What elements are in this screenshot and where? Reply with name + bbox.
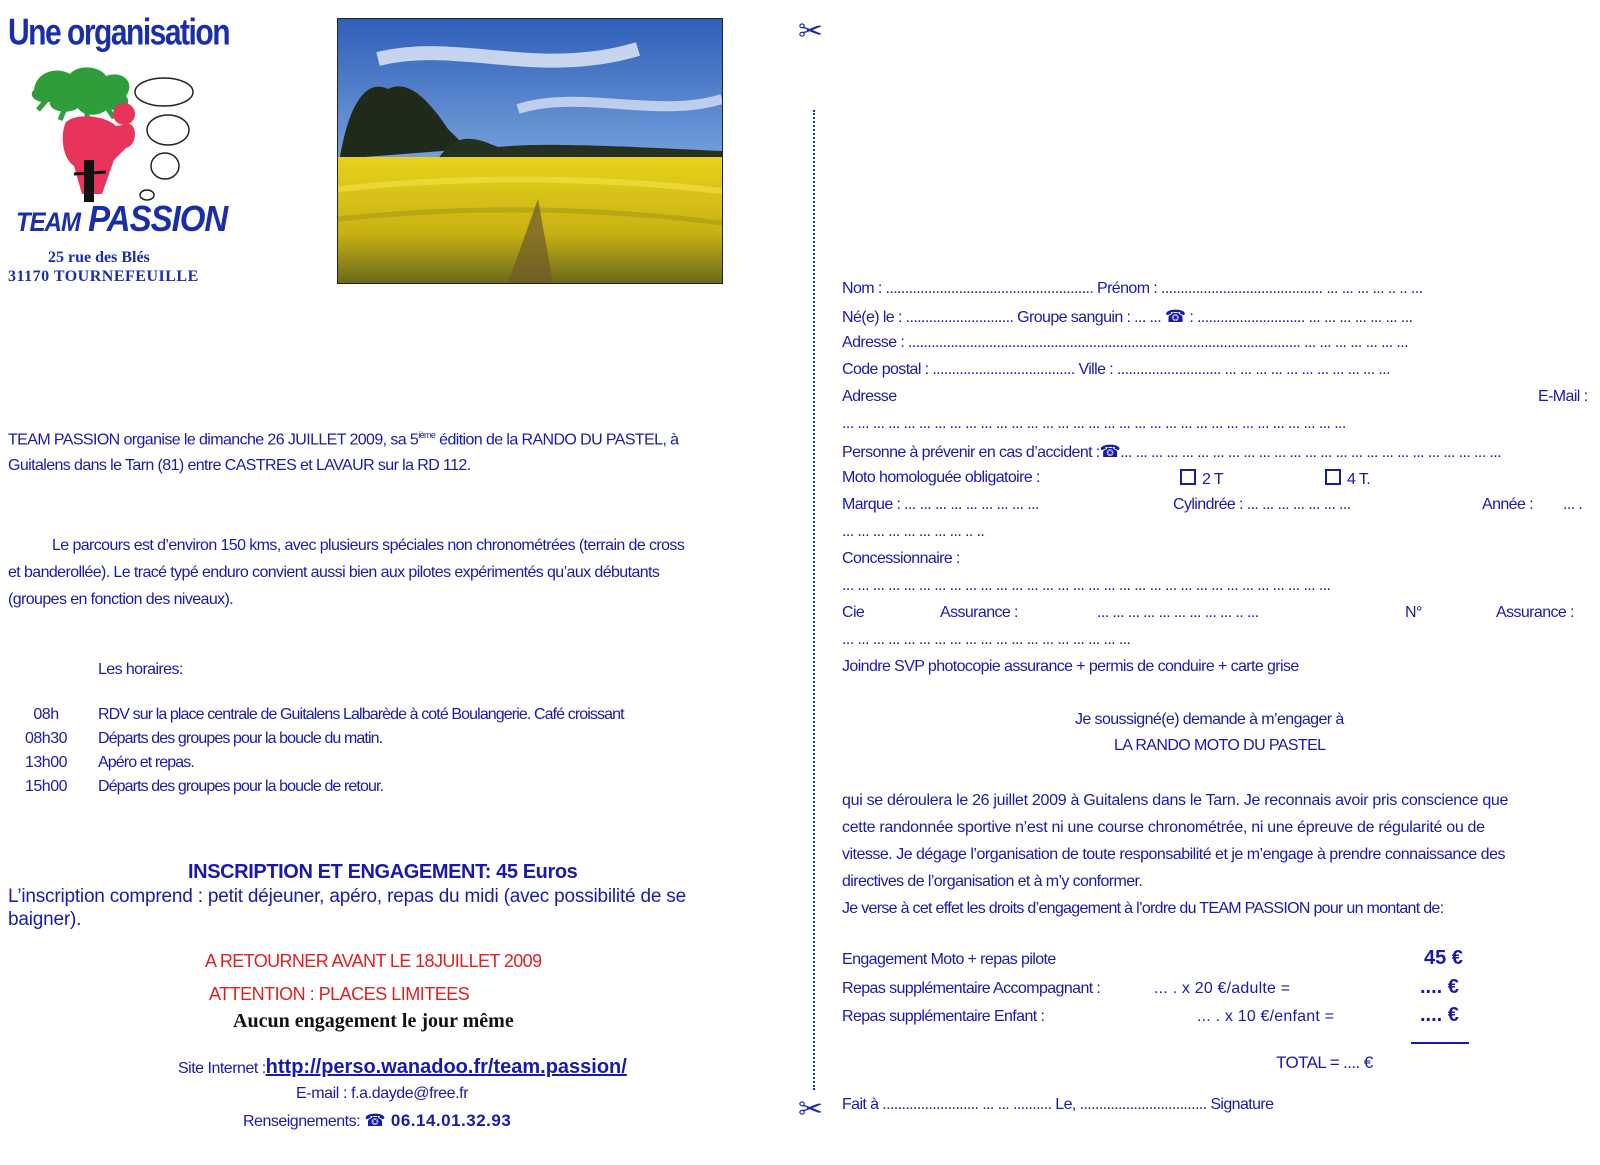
- schedule-time: 13h00: [25, 754, 67, 771]
- logo-title: Une organisation: [8, 12, 230, 54]
- schedule-time: 15h00: [25, 778, 67, 795]
- declaration-line-2: cette randonnée sportive n’est ni une course chronométrée, ni une épreuve de régularité ou de: [842, 819, 1485, 836]
- schedule-title: Les horaires:: [98, 661, 183, 678]
- schedule-text: Départs des groupes pour la boucle du matin.: [98, 730, 383, 747]
- form-birth-blood-phone-line[interactable]: [842, 307, 1412, 327]
- fee-companion-label: Repas supplémentaire Accompagnant :: [842, 980, 1101, 997]
- declaration-line-5: Je verse à cet effet les droits d’engagement à l’ordre du TEAM PASSION pour un montant de:: [842, 900, 1444, 917]
- form-email-label: E-Mail :: [1538, 388, 1588, 405]
- checkbox-2t[interactable]: [1180, 469, 1223, 489]
- total-line[interactable]: TOTAL = .... €: [1276, 1053, 1373, 1072]
- form-dealer-label: Concessionnaire :: [842, 550, 960, 567]
- inscription-includes-1: L’inscription comprend : petit déjeuner, apéro, repas du midi (avec possibilité de se: [8, 886, 686, 907]
- form-dealer-line[interactable]: ... ... ... ... ... ... ... ... ... ... ... ... ... ... ... ... ... ... ... ... ... ... ... ... ... ... ... ... ... ... ... ...: [842, 577, 1331, 594]
- form-postal-city-line[interactable]: Code postal : ..................................... Ville : ........................... ... ... ... ... ... ... ... ... ... ... ...: [842, 361, 1390, 378]
- fee-engagement-label: Engagement Moto + repas pilote: [842, 951, 1056, 968]
- intro-sup: ième: [418, 430, 436, 440]
- checkbox-square-icon: [1180, 469, 1196, 485]
- form-displacement-line[interactable]: Cylindrée : ... ... ... ... ... ... ...: [1173, 496, 1351, 513]
- website-label: Site Internet :: [178, 1060, 266, 1077]
- org-address-street: 25 rue des Blés: [48, 249, 150, 266]
- schedule-text: Départs des groupes pour la boucle de retour.: [98, 778, 384, 795]
- total-divider: [1411, 1042, 1469, 1044]
- parcours-line-1: Le parcours est d’environ 150 kms, avec plusieurs spéciales non chronométrées (terrain de cross: [52, 537, 685, 554]
- engagement-request-line-1: Je soussigné(e) demande à m’engager à: [1075, 711, 1344, 728]
- fee-child-label: Repas supplémentaire Enfant :: [842, 1008, 1045, 1025]
- fee-child-amount[interactable]: .... €: [1420, 1004, 1459, 1026]
- logo-team-word: TEAM: [16, 207, 80, 238]
- phone-icon: ☎: [1099, 442, 1121, 461]
- checkbox-square-icon: [1325, 469, 1341, 485]
- intro-line-2: Guitalens dans le Tarn (81) entre CASTRES et LAVAUR sur la RD 112.: [8, 457, 471, 474]
- intro-line-1: [8, 430, 678, 449]
- form-insurance-label-2: Assurance :: [1496, 604, 1574, 621]
- form-address-line[interactable]: Adresse : ...................................................................................................... ... ... ... ... ... ... ...: [842, 334, 1408, 351]
- phone-label: Renseignements:: [243, 1113, 361, 1130]
- form-emergency-label: Personne à prévenir en cas d’accident :: [842, 444, 1100, 461]
- logo-passion-word: PASSION: [88, 198, 228, 239]
- scissors-icon: ✂: [798, 1093, 824, 1126]
- intro-line-1-a: TEAM PASSION organise le dimanche 26 JUILLET 2009, sa 5: [8, 431, 419, 449]
- declaration-line-4: directives de l’organisation et à m’y conformer.: [842, 873, 1143, 890]
- parcours-line-2: et banderollée). Le tracé typé enduro convient aussi bien aux pilotes expérimentés qu’aux débutants: [8, 564, 660, 581]
- logo-team-passion: [16, 198, 227, 240]
- form-insurance-number-line[interactable]: ... ... ... ... ... ... ... ... ... ... ... ... ... ... ... ... ... ... ...: [842, 631, 1131, 648]
- form-insurance-company-label: Cie: [842, 604, 865, 621]
- fee-child-calc[interactable]: ... . x 10 €/enfant =: [1197, 1008, 1335, 1025]
- form-year-dots[interactable]: ... .: [1563, 496, 1583, 513]
- fee-companion-amount[interactable]: .... €: [1420, 976, 1459, 998]
- cut-line: [813, 110, 815, 1090]
- form-phone: : ............................ ... ... ... ... ... ... ...: [1185, 309, 1413, 326]
- form-insurance-dots[interactable]: ... ... ... ... ... ... ... ... ... .. ...: [1097, 604, 1259, 621]
- form-emergency-dots: ... ... ... ... ... ... ... ... ... ... ... ... ... ... ... ... ... ... ... ... ... ... ... ... ...: [1120, 444, 1501, 461]
- return-deadline: A RETOURNER AVANT LE 18JUILLET 2009: [205, 951, 542, 971]
- schedule-text: RDV sur la place centrale de Guitalens Lalbarède à coté Boulangerie. Café croissant: [98, 706, 624, 723]
- phone-icon: ☎: [364, 1111, 386, 1130]
- form-insurance-number-label: N°: [1405, 604, 1422, 621]
- schedule-time: 08h: [33, 706, 59, 723]
- team-passion-logo-graphic: [26, 62, 206, 212]
- engagement-request-line-2: LA RANDO MOTO DU PASTEL: [1114, 737, 1326, 754]
- inscription-includes-2: baigner).: [8, 909, 82, 930]
- declaration-line-1: qui se déroulera le 26 juillet 2009 à Guitalens dans le Tarn. Je reconnais avoir pris conscience que: [842, 792, 1509, 809]
- no-same-day-engagement: Aucun engagement le jour même: [233, 1010, 514, 1032]
- form-birth-blood: Né(e) le : ............................ Groupe sanguin : ... ...: [842, 309, 1162, 326]
- parcours-line-3: (groupes en fonction des niveaux).: [8, 591, 234, 608]
- intro-line-1-b: édition de la RANDO DU PASTEL, à: [435, 431, 679, 449]
- form-moto-homologated-label: Moto homologuée obligatoire :: [842, 469, 1040, 486]
- phone-number: 06.14.01.32.93: [385, 1111, 512, 1130]
- form-email-line[interactable]: ... ... ... ... ... ... ... ... ... ... ... ... ... ... ... ... ... ... ... ... ... ... ... ... ... ... ... ... ... ... ... ... ...: [842, 415, 1346, 432]
- schedule-time: 08h30: [25, 730, 67, 747]
- form-attachments-note: Joindre SVP photocopie assurance + permis de conduire + carte grise: [842, 658, 1299, 675]
- form-address-label: Adresse: [842, 388, 897, 405]
- checkbox-4t[interactable]: [1325, 469, 1370, 489]
- website-line: [178, 1056, 627, 1079]
- form-emergency-line[interactable]: [842, 442, 1501, 462]
- form-year-label: Année :: [1482, 496, 1533, 513]
- checkbox-4t-label: 4 T.: [1347, 471, 1371, 488]
- signature-line[interactable]: Fait à ......................... ... ... .......... Le, ................................. Signature: [842, 1096, 1274, 1113]
- form-brand-line[interactable]: Marque : ... ... ... ... ... ... ... ... ...: [842, 496, 1039, 513]
- phone-icon: ☎: [1164, 307, 1186, 326]
- email-link[interactable]: E-mail : f.a.dayde@free.fr: [296, 1085, 469, 1102]
- phone-line: [243, 1111, 511, 1131]
- field-photo-image: [338, 19, 722, 283]
- form-insurance-label: Assurance :: [940, 604, 1018, 621]
- declaration-line-3: vitesse. Je dégage l’organisation de toute responsabilité et je m’engage à prendre connaissance des: [842, 846, 1505, 863]
- scissors-icon: ✂: [798, 15, 824, 48]
- form-name-line[interactable]: Nom : ...................................................... Prénom : .......................................... ... ... ... ... .. .. ...: [842, 280, 1423, 297]
- form-brand-dots[interactable]: ... ... ... ... ... ... ... ... .. ..: [842, 523, 985, 540]
- field-photo: [337, 18, 723, 284]
- schedule-text: Apéro et repas.: [98, 754, 194, 771]
- checkbox-2t-label: 2 T: [1202, 471, 1224, 488]
- attention-places-limited: ATTENTION : PLACES LIMITEES: [209, 984, 470, 1004]
- fee-companion-calc[interactable]: ... . x 20 €/adulte =: [1154, 980, 1291, 997]
- org-address-city: 31170 TOURNEFEUILLE: [8, 268, 199, 285]
- fee-engagement-amount: 45 €: [1424, 947, 1463, 969]
- website-link[interactable]: http://perso.wanadoo.fr/team.passion/: [265, 1056, 627, 1078]
- inscription-title: INSCRIPTION ET ENGAGEMENT: 45 Euros: [188, 861, 578, 883]
